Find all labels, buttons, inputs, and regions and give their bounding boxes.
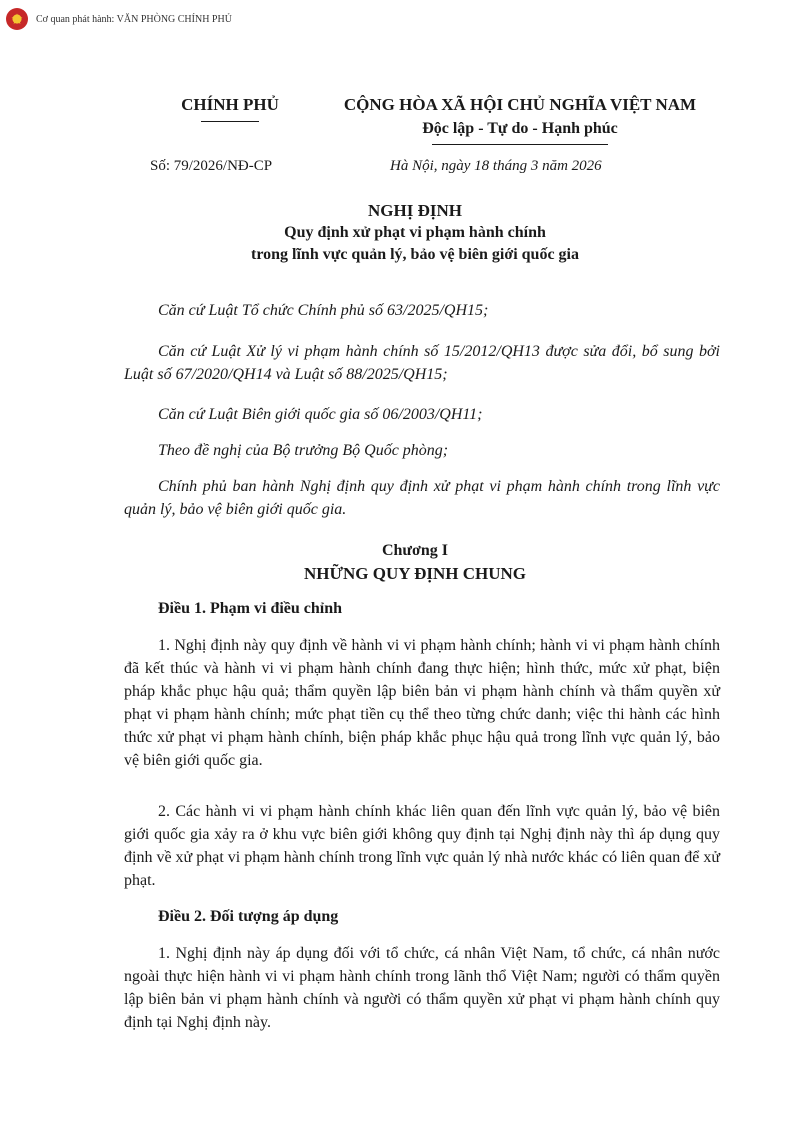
preamble-paragraph-1: Căn cứ Luật Tổ chức Chính phủ số 63/2025/QH15; xyxy=(158,302,489,319)
chapter-name: NHỮNG QUY ĐỊNH CHUNG xyxy=(303,564,527,583)
national-title: CỘNG HÒA XÃ HỘI CHỦ NGHĨA VIỆT NAM xyxy=(343,95,697,114)
document-number: Số: 79/2026/NĐ-CP xyxy=(150,158,273,174)
organization-underline xyxy=(201,121,259,122)
article-2-heading: Điều 2. Đối tượng áp dụng xyxy=(158,908,339,925)
title-subtitle-1: Quy định xử phạt vi phạm hành chính xyxy=(284,224,546,241)
preamble-paragraph-2: Căn cứ Luật Xử lý vi phạm hành chính số 15/2012/QH13 được sửa đổi, bổ sung bởi Luật số 67/2020/QH14 và Luật số 88/2025/QH15; xyxy=(124,343,720,383)
issuer-stamp xyxy=(6,6,232,32)
chapter-heading xyxy=(100,540,730,586)
preamble-paragraph-3: Căn cứ Luật Biên giới quốc gia số 06/2003/QH11; xyxy=(158,406,483,423)
issuer-label: Cơ quan phát hành: VĂN PHÒNG CHÍNH PHỦ xyxy=(36,13,232,25)
national-motto: Độc lập - Tự do - Hạnh phúc xyxy=(422,120,618,137)
article-1-heading: Điều 1. Phạm vi điều chỉnh xyxy=(158,600,343,617)
document-date: Hà Nội, ngày 18 tháng 3 năm 2026 xyxy=(390,158,602,174)
header-organization xyxy=(150,93,310,122)
article-1-clause-2: 2. Các hành vi vi phạm hành chính khác liên quan đến lĩnh vực quản lý, bảo vệ biên giới quốc gia xảy ra ở khu vực biên giới không quy định tại Nghị định này thì áp dụng quy định về xử phạt vi phạm hành chính trong lĩnh vực quản lý nhà nước khác có liên quan để xử phạt. xyxy=(124,803,720,889)
header-national xyxy=(320,93,720,145)
title-subtitle-2: trong lĩnh vực quản lý, bảo vệ biên giới quốc gia xyxy=(250,246,579,263)
chapter-number: Chương I xyxy=(381,542,449,559)
article-1-clause-1: 1. Nghị định này quy định về hành vi vi phạm hành chính; hành vi vi phạm hành chính đã kết thúc và hành vi vi phạm hành chính đang thực hiện; hình thức, mức xử phạt, biện pháp khắc phục hậu quả; thẩm quyền lập biên bản vi phạm hành chính và thẩm quyền xử phạt vi phạm hành chính; mức phạt tiền cụ thể theo từng chức danh; việc thi hành các hình thức xử phạt vi phạm hành chính, biện pháp khắc phục hậu quả trong lĩnh vực quản lý, bảo vệ biên giới quốc gia. xyxy=(124,637,720,769)
state-emblem-icon xyxy=(6,8,28,30)
preamble-paragraph-5: Chính phủ ban hành Nghị định quy định xử phạt vi phạm hành chính trong lĩnh vực quản lý, bảo vệ biên giới quốc gia. xyxy=(124,478,720,518)
article-2-clause-1: 1. Nghị định này áp dụng đối với tổ chức, cá nhân Việt Nam, tổ chức, cá nhân nước ngoài thực hiện hành vi vi phạm hành chính trong lãnh thổ Việt Nam; người có thẩm quyền lập biên bản vi phạm hành chính và người có thẩm quyền xử phạt vi phạm hành chính quy định tại Nghị định này. xyxy=(124,945,720,1031)
motto-underline xyxy=(432,144,608,145)
organization-name: CHÍNH PHỦ xyxy=(181,95,279,114)
document-title xyxy=(100,200,730,266)
preamble-paragraph-4: Theo đề nghị của Bộ trưởng Bộ Quốc phòng; xyxy=(158,442,449,459)
title-main: NGHỊ ĐỊNH xyxy=(368,201,462,220)
